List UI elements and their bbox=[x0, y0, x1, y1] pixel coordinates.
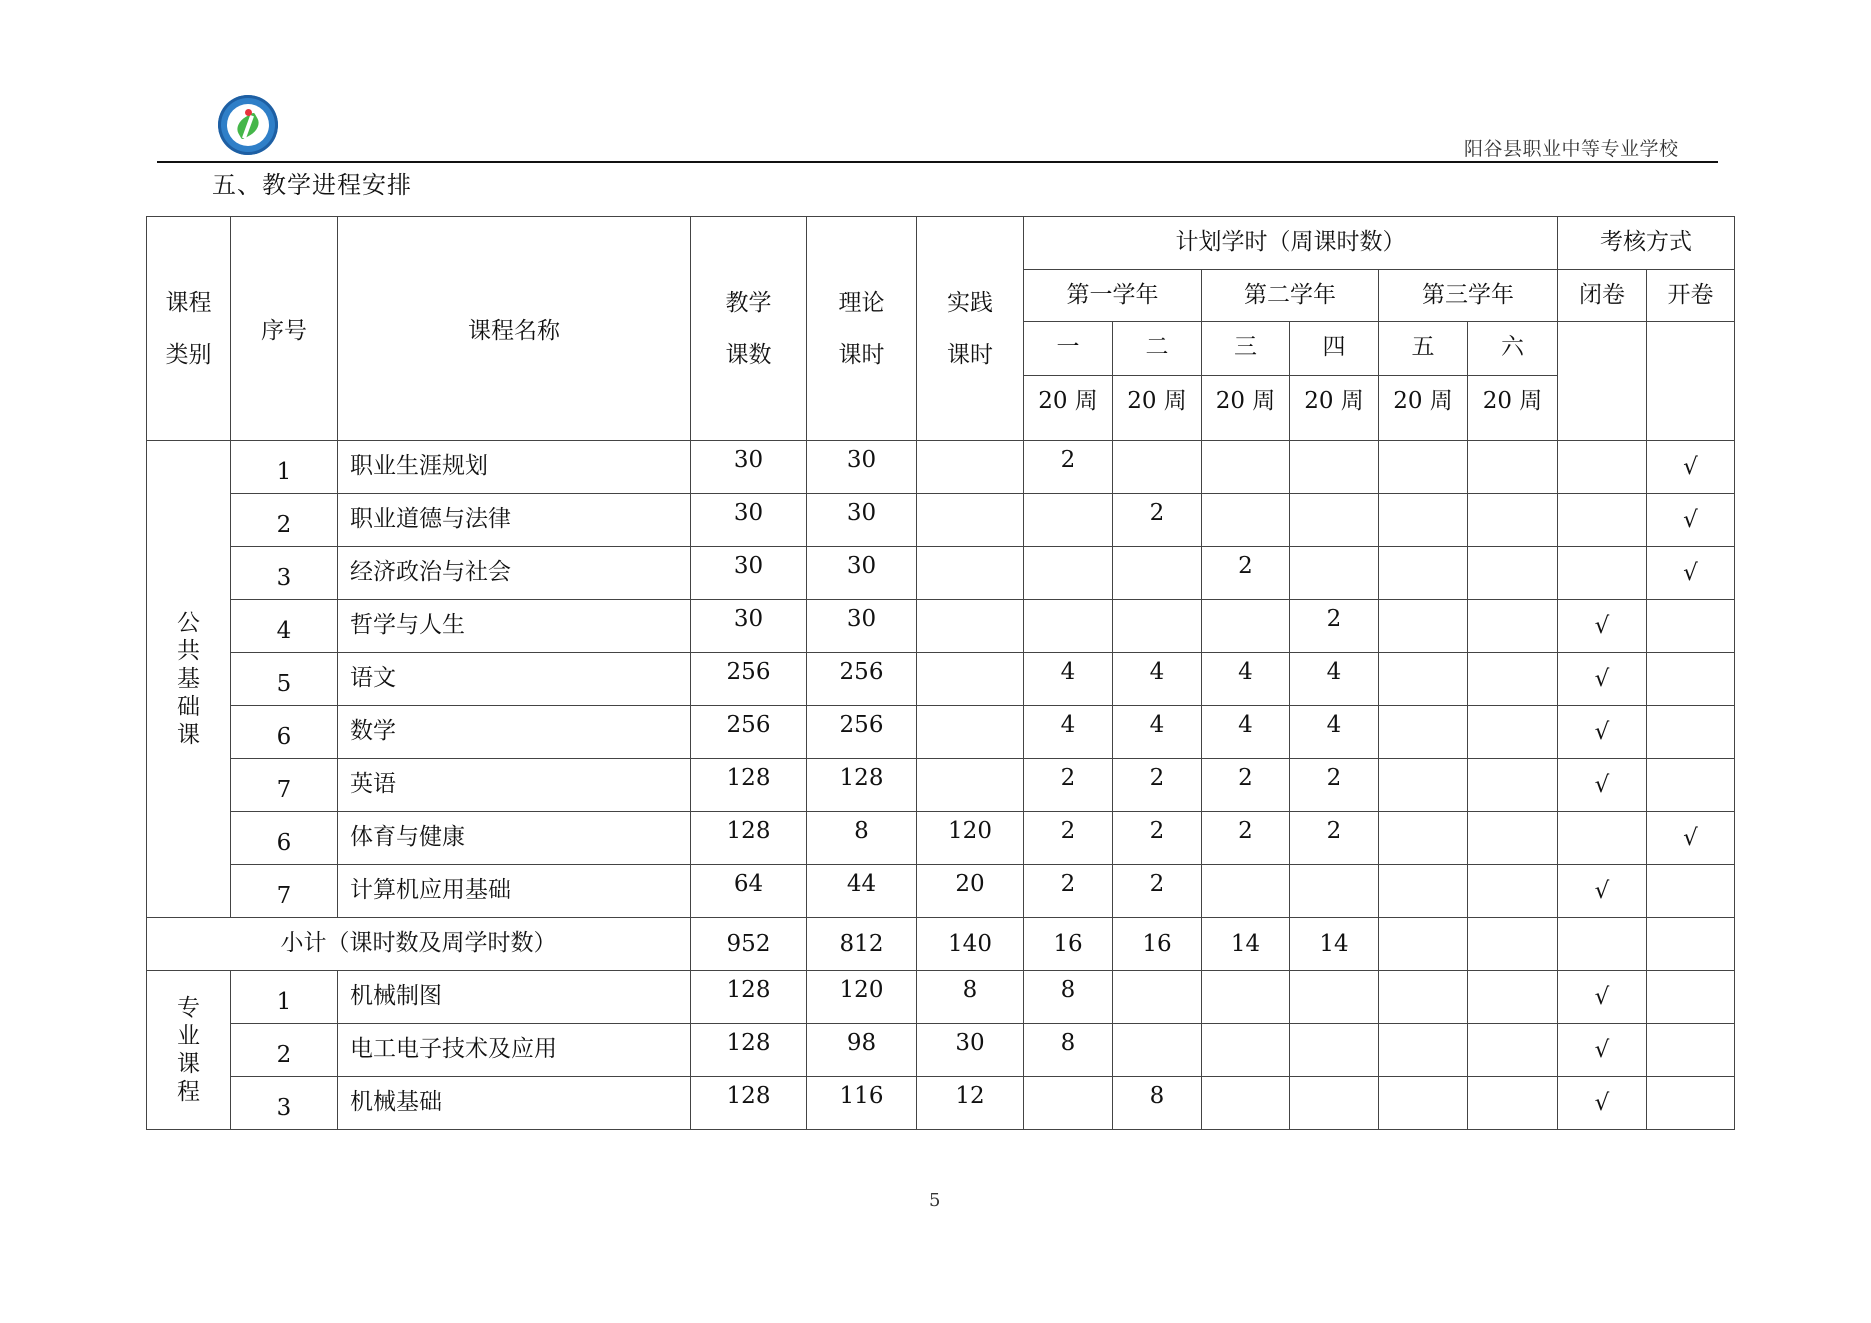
seq-cell: 7 bbox=[231, 759, 338, 812]
semester-3-cell: 4 bbox=[1202, 653, 1290, 706]
semester-1-cell: 4 bbox=[1024, 706, 1113, 759]
semester-3-cell: 4 bbox=[1202, 706, 1290, 759]
subtotal-row bbox=[147, 918, 1735, 971]
subtotal-semester-3: 14 bbox=[1202, 918, 1290, 971]
practice-hours-cell bbox=[917, 653, 1024, 706]
seq-cell: 2 bbox=[231, 494, 338, 547]
course-name-cell: 电工电子技术及应用 bbox=[338, 1024, 691, 1077]
table-row bbox=[147, 706, 1735, 759]
header-semester-3: 三 bbox=[1202, 322, 1290, 376]
course-name-cell: 经济政治与社会 bbox=[338, 547, 691, 600]
semester-5-cell bbox=[1379, 494, 1468, 547]
practice-hours-cell bbox=[917, 441, 1024, 494]
teaching-hours-cell: 256 bbox=[691, 653, 807, 706]
open-book-check bbox=[1647, 1077, 1735, 1130]
semester-6-cell bbox=[1468, 759, 1558, 812]
teaching-hours-cell: 128 bbox=[691, 759, 807, 812]
header-weeks-5: 20 周 bbox=[1379, 376, 1468, 441]
subtotal-teaching-hours: 952 bbox=[691, 918, 807, 971]
table-row bbox=[147, 1077, 1735, 1130]
teaching-plan-table bbox=[146, 216, 1735, 1130]
subtotal-semester-1: 16 bbox=[1024, 918, 1113, 971]
closed-book-check: √ bbox=[1558, 865, 1647, 918]
semester-4-cell: 2 bbox=[1290, 812, 1379, 865]
teaching-hours-cell: 30 bbox=[691, 600, 807, 653]
header-semester-1: 一 bbox=[1024, 322, 1113, 376]
theory-hours-cell: 44 bbox=[807, 865, 917, 918]
semester-5-cell bbox=[1379, 1077, 1468, 1130]
header-category: 课程 类别 bbox=[147, 217, 231, 441]
semester-1-cell bbox=[1024, 494, 1113, 547]
semester-4-cell: 2 bbox=[1290, 759, 1379, 812]
open-book-check bbox=[1647, 759, 1735, 812]
semester-5-cell bbox=[1379, 706, 1468, 759]
course-name-cell: 职业道德与法律 bbox=[338, 494, 691, 547]
closed-book-check: √ bbox=[1558, 1024, 1647, 1077]
teaching-hours-cell: 256 bbox=[691, 706, 807, 759]
semester-1-cell: 2 bbox=[1024, 865, 1113, 918]
semester-4-cell bbox=[1290, 1024, 1379, 1077]
semester-6-cell bbox=[1468, 1077, 1558, 1130]
semester-4-cell bbox=[1290, 494, 1379, 547]
semester-3-cell bbox=[1202, 600, 1290, 653]
header-semester-4: 四 bbox=[1290, 322, 1379, 376]
table-row bbox=[147, 1024, 1735, 1077]
closed-book-check: √ bbox=[1558, 653, 1647, 706]
theory-hours-cell: 256 bbox=[807, 706, 917, 759]
practice-hours-cell bbox=[917, 547, 1024, 600]
header-practice-hours: 实践 课时 bbox=[917, 217, 1024, 441]
subtotal-practice-hours: 140 bbox=[917, 918, 1024, 971]
theory-hours-cell: 30 bbox=[807, 494, 917, 547]
semester-6-cell bbox=[1468, 600, 1558, 653]
section-title: 五、教学进程安排 bbox=[212, 171, 412, 199]
semester-6-cell bbox=[1468, 441, 1558, 494]
table-row bbox=[147, 971, 1735, 1024]
header-year-1: 第一学年 bbox=[1024, 270, 1202, 322]
closed-book-check bbox=[1558, 441, 1647, 494]
semester-3-cell bbox=[1202, 1077, 1290, 1130]
semester-2-cell bbox=[1113, 600, 1202, 653]
course-name-cell: 机械制图 bbox=[338, 971, 691, 1024]
subtotal-semester-2: 16 bbox=[1113, 918, 1202, 971]
practice-hours-cell bbox=[917, 494, 1024, 547]
school-logo-icon bbox=[218, 95, 278, 155]
semester-1-cell bbox=[1024, 1077, 1113, 1130]
theory-hours-cell: 128 bbox=[807, 759, 917, 812]
semester-6-cell bbox=[1468, 547, 1558, 600]
semester-2-cell: 2 bbox=[1113, 812, 1202, 865]
header-open-book: 开卷 bbox=[1647, 270, 1735, 322]
header-year-2: 第二学年 bbox=[1202, 270, 1379, 322]
seq-cell: 5 bbox=[231, 653, 338, 706]
header-semester-5: 五 bbox=[1379, 322, 1468, 376]
subtotal-semester-6 bbox=[1468, 918, 1558, 971]
semester-1-cell: 2 bbox=[1024, 812, 1113, 865]
theory-hours-cell: 120 bbox=[807, 971, 917, 1024]
course-name-cell: 数学 bbox=[338, 706, 691, 759]
semester-4-cell bbox=[1290, 441, 1379, 494]
table-row bbox=[147, 547, 1735, 600]
school-name: 阳谷县职业中等专业学校 bbox=[1464, 138, 1679, 160]
table-row bbox=[147, 812, 1735, 865]
header-weeks-4: 20 周 bbox=[1290, 376, 1379, 441]
header-seq: 序号 bbox=[231, 217, 338, 441]
semester-3-cell: 2 bbox=[1202, 547, 1290, 600]
practice-hours-cell bbox=[917, 706, 1024, 759]
theory-hours-cell: 30 bbox=[807, 547, 917, 600]
teaching-hours-cell: 128 bbox=[691, 971, 807, 1024]
closed-book-check: √ bbox=[1558, 759, 1647, 812]
closed-book-check: √ bbox=[1558, 600, 1647, 653]
semester-5-cell bbox=[1379, 441, 1468, 494]
theory-hours-cell: 116 bbox=[807, 1077, 917, 1130]
semester-4-cell bbox=[1290, 1077, 1379, 1130]
theory-hours-cell: 30 bbox=[807, 441, 917, 494]
header-closed-book: 闭卷 bbox=[1558, 270, 1647, 322]
semester-3-cell bbox=[1202, 865, 1290, 918]
table-row bbox=[147, 759, 1735, 812]
semester-2-cell: 4 bbox=[1113, 706, 1202, 759]
teaching-hours-cell: 128 bbox=[691, 1077, 807, 1130]
course-name-cell: 体育与健康 bbox=[338, 812, 691, 865]
semester-1-cell bbox=[1024, 600, 1113, 653]
open-book-check: √ bbox=[1647, 494, 1735, 547]
seq-cell: 2 bbox=[231, 1024, 338, 1077]
open-book-check bbox=[1647, 1024, 1735, 1077]
semester-5-cell bbox=[1379, 812, 1468, 865]
practice-hours-cell: 12 bbox=[917, 1077, 1024, 1130]
practice-hours-cell bbox=[917, 600, 1024, 653]
semester-6-cell bbox=[1468, 1024, 1558, 1077]
table-row bbox=[147, 441, 1735, 494]
header-teaching-hours: 教学 课数 bbox=[691, 217, 807, 441]
open-book-check bbox=[1647, 706, 1735, 759]
semester-6-cell bbox=[1468, 865, 1558, 918]
header-plan: 计划学时（周课时数） bbox=[1024, 217, 1558, 270]
course-name-cell: 职业生涯规划 bbox=[338, 441, 691, 494]
header-open-book-blank bbox=[1647, 322, 1735, 441]
header-weeks-6: 20 周 bbox=[1468, 376, 1558, 441]
teaching-hours-cell: 30 bbox=[691, 441, 807, 494]
closed-book-check: √ bbox=[1558, 1077, 1647, 1130]
subtotal-open-book bbox=[1647, 918, 1735, 971]
semester-5-cell bbox=[1379, 759, 1468, 812]
header-semester-6: 六 bbox=[1468, 322, 1558, 376]
semester-5-cell bbox=[1379, 865, 1468, 918]
header-assessment: 考核方式 bbox=[1558, 217, 1735, 270]
closed-book-check bbox=[1558, 812, 1647, 865]
semester-6-cell bbox=[1468, 494, 1558, 547]
table-row bbox=[147, 653, 1735, 706]
open-book-check bbox=[1647, 653, 1735, 706]
open-book-check bbox=[1647, 600, 1735, 653]
seq-cell: 6 bbox=[231, 706, 338, 759]
header-theory-hours: 理论 课时 bbox=[807, 217, 917, 441]
semester-1-cell: 4 bbox=[1024, 653, 1113, 706]
teaching-hours-cell: 30 bbox=[691, 547, 807, 600]
header-course-name: 课程名称 bbox=[338, 217, 691, 441]
subtotal-semester-4: 14 bbox=[1290, 918, 1379, 971]
semester-4-cell bbox=[1290, 547, 1379, 600]
course-name-cell: 哲学与人生 bbox=[338, 600, 691, 653]
teaching-hours-cell: 128 bbox=[691, 812, 807, 865]
header-semester-2: 二 bbox=[1113, 322, 1202, 376]
course-name-cell: 语文 bbox=[338, 653, 691, 706]
category-cell bbox=[147, 441, 231, 918]
practice-hours-cell bbox=[917, 759, 1024, 812]
semester-2-cell bbox=[1113, 547, 1202, 600]
seq-cell: 7 bbox=[231, 865, 338, 918]
closed-book-check: √ bbox=[1558, 971, 1647, 1024]
semester-2-cell: 4 bbox=[1113, 653, 1202, 706]
semester-4-cell bbox=[1290, 971, 1379, 1024]
seq-cell: 3 bbox=[231, 547, 338, 600]
table-row bbox=[147, 494, 1735, 547]
header-weeks-1: 20 周 bbox=[1024, 376, 1113, 441]
practice-hours-cell: 8 bbox=[917, 971, 1024, 1024]
semester-2-cell: 8 bbox=[1113, 1077, 1202, 1130]
semester-3-cell: 2 bbox=[1202, 759, 1290, 812]
semester-5-cell bbox=[1379, 653, 1468, 706]
seq-cell: 6 bbox=[231, 812, 338, 865]
semester-1-cell bbox=[1024, 547, 1113, 600]
theory-hours-cell: 98 bbox=[807, 1024, 917, 1077]
semester-6-cell bbox=[1468, 812, 1558, 865]
header-rule bbox=[157, 161, 1718, 163]
course-name-cell: 计算机应用基础 bbox=[338, 865, 691, 918]
semester-4-cell: 4 bbox=[1290, 653, 1379, 706]
semester-3-cell bbox=[1202, 441, 1290, 494]
semester-2-cell: 2 bbox=[1113, 759, 1202, 812]
header-year-3: 第三学年 bbox=[1379, 270, 1558, 322]
practice-hours-cell: 30 bbox=[917, 1024, 1024, 1077]
semester-4-cell bbox=[1290, 865, 1379, 918]
teaching-hours-cell: 30 bbox=[691, 494, 807, 547]
theory-hours-cell: 256 bbox=[807, 653, 917, 706]
header-weeks-2: 20 周 bbox=[1113, 376, 1202, 441]
open-book-check: √ bbox=[1647, 441, 1735, 494]
open-book-check bbox=[1647, 971, 1735, 1024]
closed-book-check bbox=[1558, 494, 1647, 547]
semester-5-cell bbox=[1379, 1024, 1468, 1077]
semester-1-cell: 8 bbox=[1024, 1024, 1113, 1077]
semester-3-cell bbox=[1202, 1024, 1290, 1077]
practice-hours-cell: 120 bbox=[917, 812, 1024, 865]
seq-cell: 1 bbox=[231, 441, 338, 494]
semester-2-cell bbox=[1113, 441, 1202, 494]
teaching-hours-cell: 128 bbox=[691, 1024, 807, 1077]
subtotal-theory-hours: 812 bbox=[807, 918, 917, 971]
closed-book-check bbox=[1558, 547, 1647, 600]
table-row bbox=[147, 600, 1735, 653]
course-name-cell: 机械基础 bbox=[338, 1077, 691, 1130]
subtotal-label: 小计（课时数及周学时数） bbox=[147, 918, 691, 971]
subtotal-closed-book bbox=[1558, 918, 1647, 971]
semester-6-cell bbox=[1468, 971, 1558, 1024]
semester-2-cell: 2 bbox=[1113, 865, 1202, 918]
table-row bbox=[147, 865, 1735, 918]
semester-3-cell bbox=[1202, 494, 1290, 547]
page-number: 5 bbox=[929, 1190, 941, 1211]
semester-6-cell bbox=[1468, 706, 1558, 759]
category-cell bbox=[147, 971, 231, 1130]
semester-2-cell bbox=[1113, 971, 1202, 1024]
semester-1-cell: 2 bbox=[1024, 759, 1113, 812]
semester-3-cell: 2 bbox=[1202, 812, 1290, 865]
seq-cell: 1 bbox=[231, 971, 338, 1024]
seq-cell: 3 bbox=[231, 1077, 338, 1130]
seq-cell: 4 bbox=[231, 600, 338, 653]
header-weeks-3: 20 周 bbox=[1202, 376, 1290, 441]
semester-1-cell: 8 bbox=[1024, 971, 1113, 1024]
teaching-hours-cell: 64 bbox=[691, 865, 807, 918]
semester-5-cell bbox=[1379, 971, 1468, 1024]
semester-5-cell bbox=[1379, 600, 1468, 653]
category-label: 公共基础课 bbox=[177, 610, 200, 748]
semester-4-cell: 4 bbox=[1290, 706, 1379, 759]
semester-4-cell: 2 bbox=[1290, 600, 1379, 653]
semester-6-cell bbox=[1468, 653, 1558, 706]
semester-1-cell: 2 bbox=[1024, 441, 1113, 494]
semester-3-cell bbox=[1202, 971, 1290, 1024]
open-book-check bbox=[1647, 865, 1735, 918]
theory-hours-cell: 30 bbox=[807, 600, 917, 653]
subtotal-semester-5 bbox=[1379, 918, 1468, 971]
open-book-check: √ bbox=[1647, 547, 1735, 600]
semester-5-cell bbox=[1379, 547, 1468, 600]
theory-hours-cell: 8 bbox=[807, 812, 917, 865]
open-book-check: √ bbox=[1647, 812, 1735, 865]
closed-book-check: √ bbox=[1558, 706, 1647, 759]
header-closed-book-blank bbox=[1558, 322, 1647, 441]
category-label: 专业课程 bbox=[177, 995, 200, 1105]
course-name-cell: 英语 bbox=[338, 759, 691, 812]
semester-2-cell bbox=[1113, 1024, 1202, 1077]
semester-2-cell: 2 bbox=[1113, 494, 1202, 547]
practice-hours-cell: 20 bbox=[917, 865, 1024, 918]
